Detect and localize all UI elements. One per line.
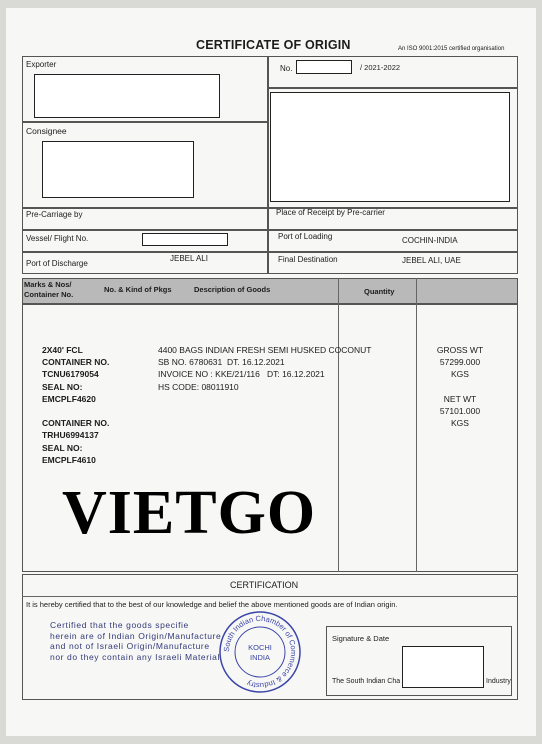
iso-note: An ISO 9001:2015 certified organisation: [398, 46, 505, 52]
quantity-line: KGS: [451, 369, 469, 380]
buyer-redaction: [270, 92, 510, 202]
description-line: SB NO. 6780631 DT. 16.12.2021: [158, 357, 285, 368]
number-label: No.: [280, 64, 293, 73]
marks-line: TRHU6994137: [42, 430, 99, 441]
port-loading-value: COCHIN-INDIA: [402, 236, 458, 245]
marks-column: [42, 344, 109, 466]
certificate-document: [6, 8, 536, 736]
marks-line: EMCPLF4620: [42, 393, 96, 404]
vessel-label: Vessel/ Flight No.: [26, 234, 89, 243]
certification-heading: CERTIFICATION: [230, 580, 299, 590]
quantity-line: 57101.000: [439, 406, 481, 417]
israeli-declaration-stamp: [50, 620, 221, 662]
description-column: [158, 344, 372, 393]
vessel-redaction: [142, 233, 228, 246]
exporter-redaction: [34, 74, 220, 118]
marks-line: CONTAINER NO.: [42, 418, 110, 429]
number-suffix: / 2021-2022: [360, 63, 401, 72]
final-destination-label: Final Destination: [278, 255, 338, 264]
seal-ring-text: South Indian Chamber of Commerce & Industry: [221, 613, 299, 691]
port-discharge-value: JEBEL ALI: [170, 254, 208, 263]
marks-line: SEAL NO:: [42, 442, 83, 453]
stamp-line: herein are of Indian Origin/Manufacture: [50, 630, 222, 641]
col-pkgs-header: No. & Kind of Pkgs: [104, 285, 172, 294]
quantity-column: [410, 344, 510, 429]
certification-statement: It is hereby certified that to the best of our knowledge and belief the above mentioned goods are of Indian origin.: [26, 600, 398, 609]
number-redaction: [296, 60, 352, 74]
port-discharge-label: Port of Discharge: [26, 259, 88, 268]
col-qty-header: Quantity: [364, 287, 395, 296]
chamber-seal: [218, 610, 302, 694]
chamber-name-right: Industry: [486, 678, 511, 685]
seal-center-india: INDIA: [249, 653, 271, 662]
marks-line: [42, 405, 109, 417]
stamp-line: Certified that the goods specifie: [50, 620, 189, 630]
marks-line: 2X40' FCL: [42, 345, 83, 355]
marks-line: SEAL NO:: [42, 381, 83, 392]
description-line: HS CODE: 08011910: [158, 381, 239, 392]
exporter-label: Exporter: [26, 60, 57, 69]
marks-line: TCNU6179054: [42, 369, 99, 380]
description-line: INVOICE NO : KKE/21/116 DT: 16.12.2021: [158, 369, 325, 380]
place-of-receipt-label: Place of Receipt by Pre-carrier: [276, 208, 385, 217]
col-marks-header: Marks & Nos/ Container No.: [24, 280, 74, 299]
port-loading-label: Port of Loading: [278, 232, 333, 241]
marks-line: CONTAINER NO.: [42, 357, 110, 368]
quantity-line: KGS: [451, 418, 469, 429]
stamp-line: nor do they contain any Israeli Material: [50, 651, 220, 662]
certification-rule: [22, 596, 518, 597]
marks-line: EMCPLF4610: [42, 454, 96, 465]
vietgo-watermark: VIETGO: [62, 479, 317, 547]
quantity-line: NET WT: [443, 393, 477, 404]
chamber-name-left: The South Indian Cha: [332, 678, 401, 685]
signature-label: Signature & Date: [332, 634, 390, 643]
consignee-redaction: [42, 141, 194, 198]
qty-col-divider-left: [338, 278, 339, 572]
document-title: CERTIFICATE OF ORIGIN: [196, 38, 351, 52]
signature-redaction: [402, 646, 484, 688]
seal-center-kochi: KOCHI: [248, 643, 272, 652]
col-desc-header: Description of Goods: [194, 285, 271, 294]
quantity-line: 57299.000: [439, 357, 481, 368]
description-line: 4400 BAGS INDIAN FRESH SEMI HUSKED COCONUT: [158, 345, 372, 355]
consignee-label: Consignee: [26, 126, 67, 136]
final-destination-value: JEBEL ALI, UAE: [402, 256, 461, 265]
quantity-line: [410, 381, 510, 393]
stamp-line: and not of Israeli Origin/Manufacture: [50, 641, 210, 651]
pre-carriage-label: Pre-Carriage by: [26, 210, 83, 219]
quantity-line: GROSS WT: [436, 345, 484, 355]
